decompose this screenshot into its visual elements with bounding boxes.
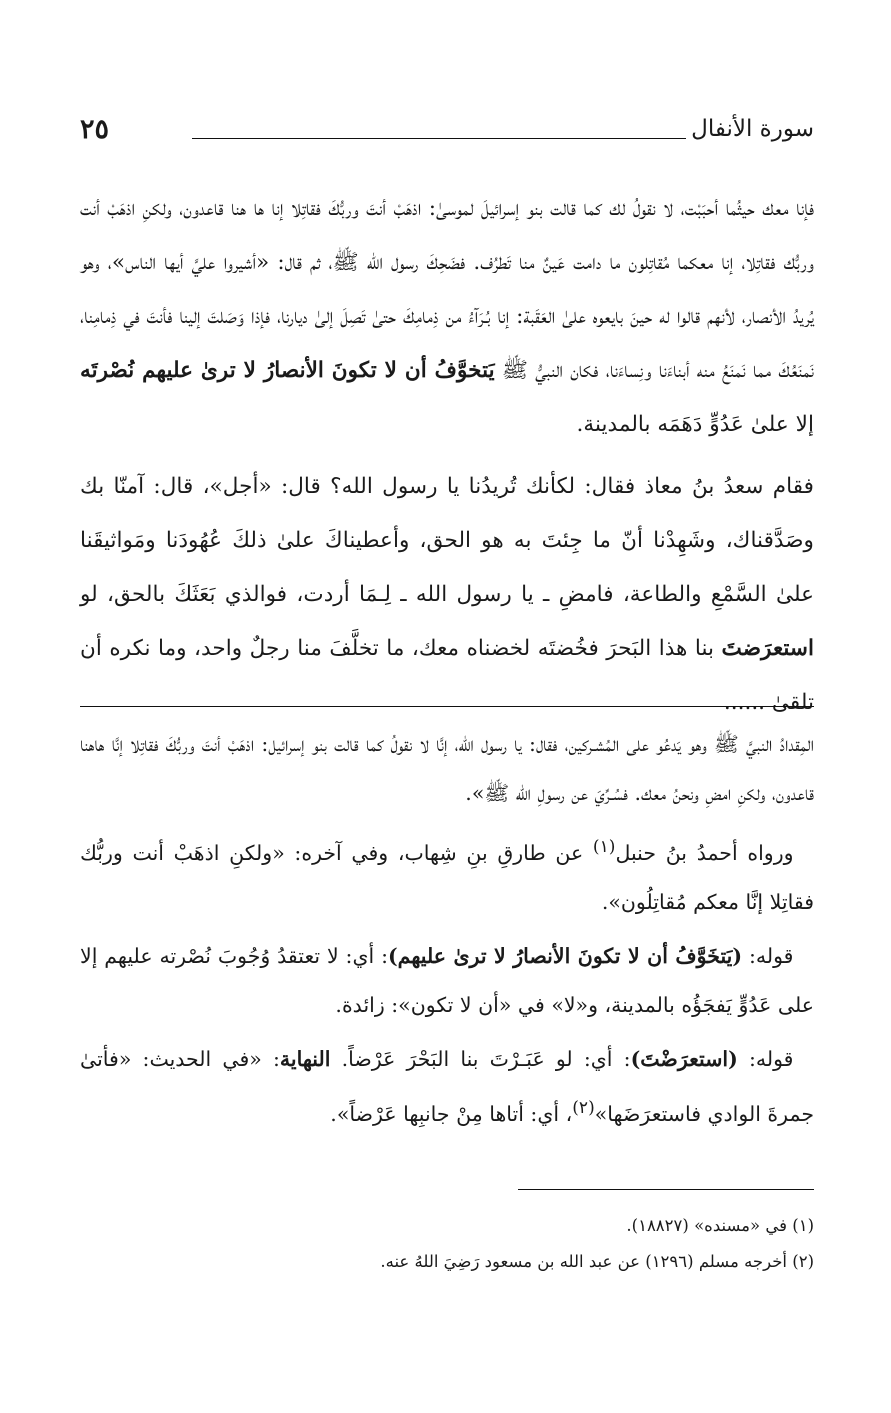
text-line: فقام سعدُ بنُ معاذ فقال: لكأنك تُريدُنا يا رسول الله؟ قال: «أجل»، قال: آمنّا بك	[80, 474, 814, 499]
text-line: المِقدادُ النبيَّ ﷺ وهو يَدعُو على المُشـركين، فقال: يا رسول الله، إنَّا لا نقولُ كما قالت بنو	[311, 732, 814, 756]
bold-phrase: (استعرَضْتَ)	[630, 1047, 738, 1072]
page-number: ٢٥	[80, 114, 110, 145]
bold-phrase: (يَتخَوَّفُ أن لا تكونَ الأنصارُ لا ترىٰ عليهم)	[387, 944, 743, 969]
footnotes	[80, 1208, 814, 1280]
text-run: النبيُّ ﷺ	[494, 358, 564, 383]
text-line: السَّمْعِ والطاعة، فامضِ ـ يا رسول الله ـ لِـمَا أردت، فوالذي بَعَثَكَ بالحق، لو	[80, 582, 767, 607]
footnote-marker: (١)	[592, 837, 616, 858]
text-run: قوله:	[737, 1047, 794, 1072]
footnote-rule	[518, 1189, 814, 1190]
commentary-paragraph	[80, 1035, 814, 1138]
text-run: : أي: لا تعتقدُ وُجُوبَ نُصْرته عليهم إلا على عَدُوٍّ يَفجَؤُه بالمدينة، و«لا» في «أن لا تكون»: زائدة.	[80, 944, 814, 1017]
footnote: (٢) أخرجه مسلم (١٢٩٦) عن عبد الله بن مسعود رَضِيَ اللهُ عنه.	[380, 1252, 814, 1271]
footnote-marker: (٢)	[572, 1097, 595, 1118]
footnote: (١) في «مسنده» (١٨٨٢٧).	[626, 1216, 814, 1235]
commentary-paragraph	[80, 720, 814, 817]
text-run: إلا علىٰ عَدُوٍّ دَهَمَه بالمدينة.	[576, 412, 814, 437]
section-divider	[80, 706, 814, 707]
bold-phrase: يَتخوَّفُ أن لا تكونَ الأنصارُ لا ترىٰ عليهم نُصْرتَه	[80, 358, 495, 383]
main-paragraph	[80, 460, 814, 730]
header-rule	[192, 138, 686, 139]
text-line: بنا هذا البَحرَ فخُضتَه لخضناه معك، ما تخلَّفَ منا رجلٌ واحد، وما نكره أن تلقىٰ ......	[80, 636, 814, 715]
text-run: : «في الحديث: «فأتىٰ جمرةَ الوادي فاستعرَضَها»	[80, 1047, 814, 1126]
text-run: ، أي: أتاها مِنْ جانبِها عَرْضاً».	[330, 1101, 573, 1126]
text-line: إسرائيل: اذهَبْ أنتَ وربُّكَ فقاتِلا إنَّا هاهنا قاعدون، ولكنِ امضِ ونحنُ معك. فسُـرِّيَ عن	[80, 732, 814, 805]
text-line: ديارنا، فإذا وَصَلتَ إلينا فأنتَ في ذِمامِنا، نَمنَعُكَ مما نَمنَعُ منه أبناءَنا ونِساءَنا، فكان	[80, 304, 814, 383]
running-header	[80, 112, 814, 152]
bold-word: استعرَضتَ	[721, 636, 814, 661]
commentary-paragraph	[80, 932, 814, 1029]
text-run: قوله:	[742, 944, 794, 969]
commentary	[80, 720, 814, 1144]
text-line: وصَدَّقناك، وشَهِدْنا أنّ ما جِئتَ به هو الحق، وأعطيناكَ علىٰ ذلكَ عُهُودَنا ومَواثيقَنا علىٰ	[80, 528, 814, 607]
main-text	[80, 182, 814, 730]
text-line: رسولِ الله ﷺ».	[465, 780, 565, 805]
text-run: ورواه أحمدُ بنُ حنبل	[615, 841, 794, 866]
text-line: فقاتِلا إنا ها هنا قاعدون، ولكنِ اذهَبْ أنت وربُّك فقاتِلا، إنا معكما مُقاتِلون ما دامت	[80, 196, 814, 275]
bold-phrase: النهاية	[279, 1047, 331, 1072]
text-run: عن طارقِ بنِ شِهاب، وفي آخره: «ولكنِ اذهَبْ أنت وربُّك فقاتِلا إنَّا معكم مُقاتِلُون».	[80, 841, 814, 914]
main-paragraph	[80, 182, 814, 452]
text-line: فإنا معك حيثُما أحبَبْت، لا نقولُ لك كما قالت بنو إسرائيلَ لموسىٰ: اذهَبْ أنتَ وربُّكَ	[328, 196, 815, 221]
commentary-paragraph	[80, 823, 814, 926]
text-line: عَينٌ منا تَطرُف. فضَحِكَ رسول الله ﷺ، ثم قال: «أشيروا عليَّ أيها الناس»، وهو يُريدُ	[80, 250, 814, 329]
running-title: سورة الأنفال	[691, 116, 814, 142]
text-line: الأنصار، لأنهم قالوا له حينَ بايعوه علىٰ العَقَبة: إنا بُـرَآءُ من ذِمامِكَ حتىٰ تَصِلَ إلىٰ	[314, 304, 787, 329]
text-run: : أي: لو عَبَـرْتَ بنا البَحْرَ عَرْضاً.	[330, 1047, 631, 1072]
